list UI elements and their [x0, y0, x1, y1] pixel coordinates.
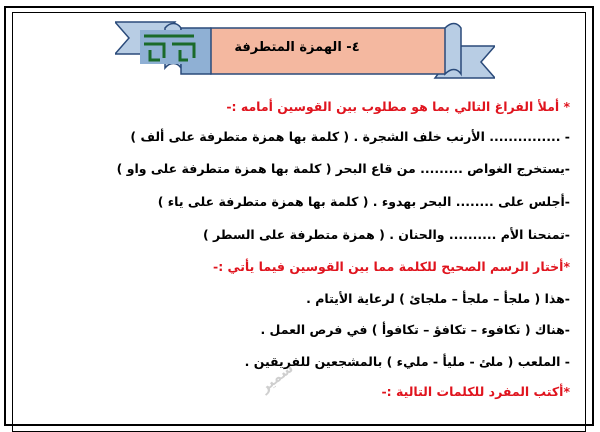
exercise-line: - الملعب ( ملئ - مليأ - مليء ) بالمشجعين للفريقين . [244, 354, 570, 369]
exercise-line: -تمنحنا الأم .......... والحنان . ( همزة متطرفة على السطر ) [202, 227, 570, 242]
section2-instruction: *أختار الرسم الصحيح للكلمة مما بين القوسين فيما يأتي :- [213, 259, 570, 274]
page-title: ٤- الهمزة المتطرفة [234, 40, 360, 55]
exercise-line: -أجلس على ........ البحر بهدوء . ( كلمة بها همزة متطرفة على ياء ) [157, 194, 570, 209]
watermark: سمير [257, 360, 297, 396]
calligraphy-logo-icon [140, 30, 198, 64]
exercise-line: -هذا ( ملجأ – ملجأ – ملجائ ) لرعاية الأيتام . [306, 291, 570, 306]
section3-instruction: *أكتب المفرد للكلمات التالية :- [381, 384, 570, 399]
exercise-line: -يستخرج الغواص ......... من قاع البحر ( كلمة بها همزة متطرفة على واو ) [116, 161, 570, 176]
section1-instruction: * أملأ الفراغ التالي بما هو مطلوب بين القوسين أمامه :- [226, 99, 570, 114]
exercise-line: - ............... الأرنب خلف الشجرة . ( كلمة بها همزة متطرفة على ألف ) [130, 129, 570, 144]
exercise-line: -هناك ( تكافوء – تكافؤ – تكافوأ ) في فرص العمل . [260, 322, 570, 337]
